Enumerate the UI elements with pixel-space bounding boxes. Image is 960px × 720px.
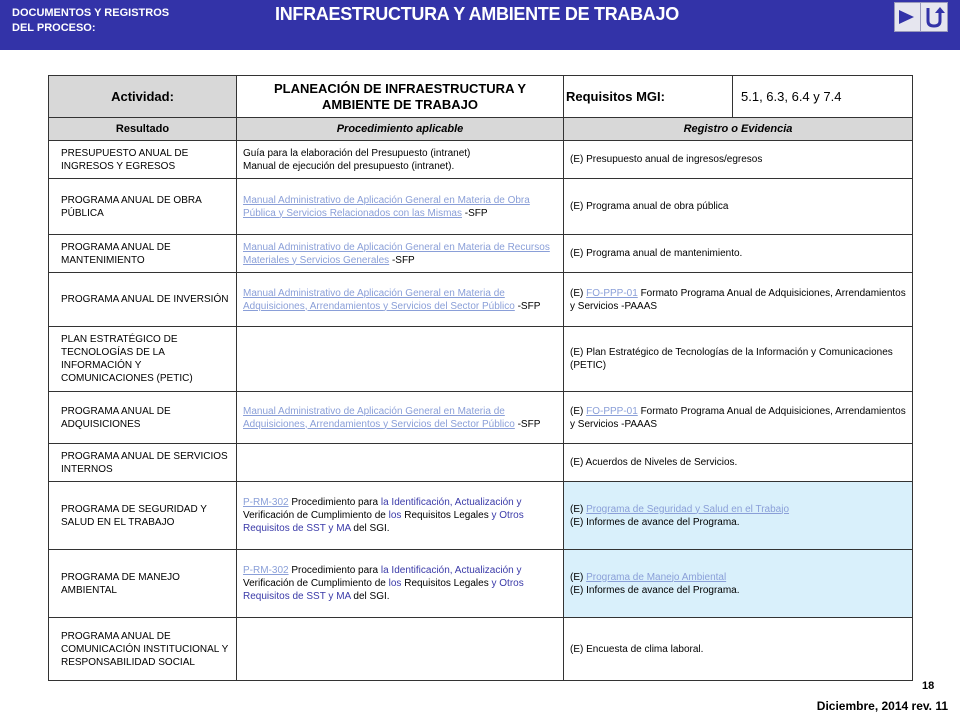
procedure-link[interactable]: P-RM-302 <box>243 565 289 576</box>
procedimiento-cell <box>237 444 564 482</box>
procedure-link[interactable]: P-RM-302 <box>243 497 289 508</box>
registro-cell: (E) Programa anual de mantenimiento. <box>564 235 913 273</box>
proc-text: del SGI. <box>350 523 390 534</box>
col-header-registro: Registro o Evidencia <box>564 118 913 141</box>
proc-text: del SGI. <box>350 591 390 602</box>
proc-text: la Identificación, Actualización y <box>380 497 522 508</box>
format-link[interactable]: FO-PPP-01 <box>586 287 638 299</box>
registro-cell: (E) Presupuesto anual de ingresos/egresos <box>564 141 913 179</box>
requisitos-label: Requisitos MGI: <box>564 76 733 118</box>
reg-line2: (E) Informes de avance del Programa. <box>570 516 740 528</box>
registro-cell <box>564 392 913 444</box>
procedimiento-cell <box>237 273 564 327</box>
table-row <box>49 179 913 235</box>
page-title: INFRAESTRUCTURA Y AMBIENTE DE TRABAJO <box>275 4 679 24</box>
activity-title: PLANEACIÓN DE INFRAESTRUCTURA Y AMBIENTE DE TRABAJO <box>237 76 564 118</box>
registro-cell: (E) Encuesta de clima laboral. <box>564 618 913 681</box>
resultado-cell: PROGRAMA ANUAL DE SERVICIOS INTERNOS <box>49 444 237 482</box>
proc-text: Verificación de Cumplimiento de <box>243 578 389 589</box>
procedimiento-cell <box>237 392 564 444</box>
table-row <box>49 327 913 392</box>
reg-prefix: (E) <box>570 405 587 417</box>
proc-suffix: -SFP <box>389 254 415 266</box>
manual-link[interactable]: Manual Administrativo de Aplicación General en Materia de Adquisiciones, Arrendamientos y Servicios del Sector Público <box>243 405 515 430</box>
reg-suffix: Formato Programa Anual de Adquisiciones, Arrendamientos y Servicios -PAAAS <box>570 287 906 312</box>
table-row <box>49 273 913 327</box>
resultado-cell: PROGRAMA ANUAL DE MANTENIMIENTO <box>49 235 237 273</box>
resultado-cell: PROGRAMA DE SEGURIDAD Y SALUD EN EL TRABAJO <box>49 482 237 550</box>
table-row <box>49 235 913 273</box>
resultado-cell: PLAN ESTRATÉGICO DE TECNOLOGÍAS DE LA INFORMACIÓN Y COMUNICACIONES (PETIC) <box>49 327 237 392</box>
proc-text: Requisitos Legales <box>401 578 492 589</box>
proc-suffix: -SFP <box>514 418 541 430</box>
format-link[interactable]: FO-PPP-01 <box>586 405 638 417</box>
proc-suffix: -SFP <box>461 207 488 219</box>
return-icon[interactable] <box>920 2 948 32</box>
col-header-resultado: Resultado <box>49 118 237 141</box>
proc-text: los <box>388 578 402 589</box>
procedimiento-cell <box>237 482 564 550</box>
procedimiento-cell: Guía para la elaboración del Presupuesto (intranet) Manual de ejecución del presupuesto (intranet). <box>237 141 564 179</box>
col-header-procedimiento: Procedimiento aplicable <box>237 118 564 141</box>
section-label: DOCUMENTOS Y REGISTROS DEL PROCESO: <box>12 7 170 34</box>
reg-line2: (E) Informes de avance del Programa. <box>570 584 740 596</box>
registro-cell: (E) Programa anual de obra pública <box>564 179 913 235</box>
activity-label: Actividad: <box>49 76 237 118</box>
header-bar <box>0 0 960 50</box>
proc-text: y Otros Requisitos de SST y MA <box>243 578 524 602</box>
proc-text: Procedimiento para <box>288 565 381 576</box>
process-table <box>48 75 913 681</box>
resultado-cell: PROGRAMA DE MANEJO AMBIENTAL <box>49 550 237 618</box>
resultado-cell: PROGRAMA ANUAL DE COMUNICACIÓN INSTITUCIONAL Y RESPONSABILIDAD SOCIAL <box>49 618 237 681</box>
proc-suffix: -SFP <box>514 300 541 312</box>
resultado-cell: PRESUPUESTO ANUAL DE INGRESOS Y EGRESOS <box>49 141 237 179</box>
table-row <box>49 618 913 681</box>
reg-prefix: (E) <box>570 571 587 583</box>
program-link[interactable]: Programa de Seguridad y Salud en el Trabajo <box>586 503 790 515</box>
registro-cell <box>564 550 913 618</box>
procedimiento-cell <box>237 235 564 273</box>
table-row <box>49 141 913 179</box>
manual-link[interactable]: Manual Administrativo de Aplicación General en Materia de Adquisiciones, Arrendamientos y Servicios del Sector Público <box>243 287 515 312</box>
registro-cell <box>564 273 913 327</box>
registro-cell: (E) Plan Estratégico de Tecnologías de la Información y Comunicaciones (PETIC) <box>564 327 913 392</box>
proc-text: Verificación de Cumplimiento de <box>243 510 389 521</box>
table-row <box>49 482 913 550</box>
resultado-cell: PROGRAMA ANUAL DE OBRA PÚBLICA <box>49 179 237 235</box>
table-row <box>49 392 913 444</box>
procedimiento-cell <box>237 327 564 392</box>
table-row <box>49 550 913 618</box>
footer-date: Diciembre, 2014 rev. 11 <box>816 699 948 713</box>
proc-text: Requisitos Legales <box>401 510 492 521</box>
proc-text: Procedimiento para <box>288 497 381 508</box>
resultado-cell: PROGRAMA ANUAL DE INVERSIÓN <box>49 273 237 327</box>
reg-prefix: (E) <box>570 287 587 299</box>
procedimiento-cell <box>237 618 564 681</box>
resultado-cell: PROGRAMA ANUAL DE ADQUISICIONES <box>49 392 237 444</box>
reg-suffix: Formato Programa Anual de Adquisiciones, Arrendamientos y Servicios -PAAAS <box>570 405 906 430</box>
procedimiento-cell <box>237 179 564 235</box>
manual-link[interactable]: Manual Administrativo de Aplicación General en Materia de Obra Pública y Servicios Relacionados con las Mismas <box>243 194 530 219</box>
forward-icon[interactable] <box>894 2 922 32</box>
page-number: 18 <box>922 680 935 692</box>
table-row <box>49 444 913 482</box>
reg-prefix: (E) <box>570 503 587 515</box>
requisitos-value: 5.1, 6.3, 6.4 y 7.4 <box>733 76 913 118</box>
manual-link[interactable]: Manual Administrativo de Aplicación General en Materia de Recursos Materiales y Servicios Generales <box>243 241 550 266</box>
registro-cell <box>564 482 913 550</box>
proc-text: y Otros Requisitos de SST y MA <box>243 510 524 534</box>
proc-text: la Identificación, Actualización y <box>380 565 522 576</box>
registro-cell: (E) Acuerdos de Niveles de Servicios. <box>564 444 913 482</box>
procedimiento-cell <box>237 550 564 618</box>
program-link[interactable]: Programa de Manejo Ambiental <box>586 571 727 583</box>
proc-text: los <box>388 510 402 521</box>
